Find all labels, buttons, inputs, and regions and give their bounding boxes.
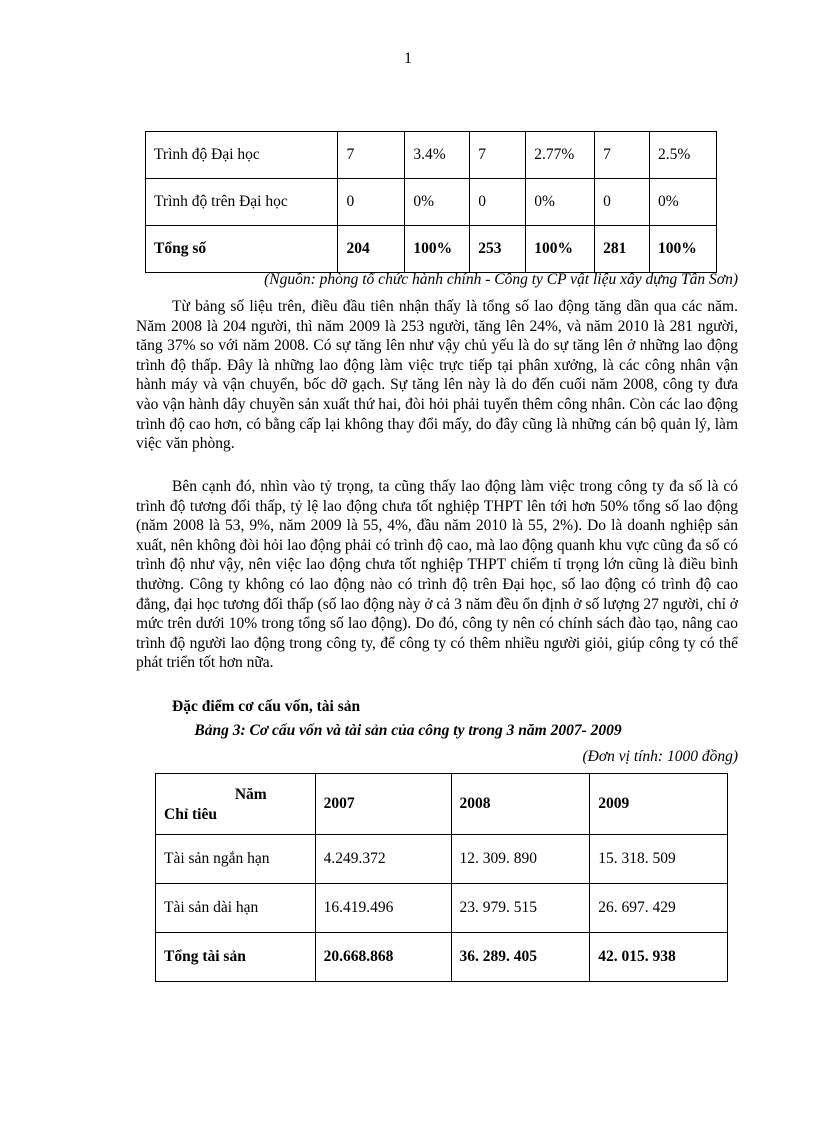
table-cell: 23. 979. 515 (451, 884, 590, 933)
table-row (156, 884, 728, 933)
table-row (156, 835, 728, 884)
corner-label-year: Năm (234, 786, 267, 803)
table-cell: 3.4% (405, 132, 470, 179)
table-cell: 26. 697. 429 (590, 884, 728, 933)
page-number: 1 (404, 50, 412, 67)
table-cell: 42. 015. 938 (590, 933, 728, 982)
unit-note: (Đơn vị tính: 1000 đồng) (582, 748, 738, 765)
table-cell: 16.419.496 (315, 884, 451, 933)
column-header: 2007 (315, 774, 451, 835)
capital-assets-table (155, 773, 728, 982)
table-cell: 12. 309. 890 (451, 835, 590, 884)
table-cell: 2.77% (526, 132, 595, 179)
table-row (146, 132, 717, 179)
table-cell: 0 (595, 179, 650, 226)
table-cell: Tài sản ngắn hạn (156, 835, 316, 884)
table-cell: Trình độ trên Đại học (146, 179, 338, 226)
labor-qualification-table (145, 131, 717, 273)
paragraph (136, 477, 738, 673)
table-cell: 100% (405, 226, 470, 273)
section-heading: Đặc điểm cơ cấu vốn, tài sản (172, 698, 361, 715)
table-cell: 4.249.372 (315, 835, 451, 884)
table-cell: 204 (338, 226, 405, 273)
table-cell: 0% (405, 179, 470, 226)
table-cell: 7 (470, 132, 526, 179)
table-total-row (146, 226, 717, 273)
table-cell: 0% (526, 179, 595, 226)
table-cell: Tài sản dài hạn (156, 884, 316, 933)
source-note: (Nguồn: phòng tổ chức hành chính - Công ty CP vật liệu xây dựng Tân Sơn) (264, 271, 738, 288)
table-header-row (156, 774, 728, 835)
table-cell: 2.5% (650, 132, 717, 179)
table-total-row (156, 933, 728, 982)
table-cell: 281 (595, 226, 650, 273)
table-title: Bảng 3: Cơ cấu vốn và tài sản của công ty trong 3 năm 2007- 2009 (194, 722, 622, 739)
table-cell: 100% (650, 226, 717, 273)
table-cell: 0% (650, 179, 717, 226)
table-cell: 253 (470, 226, 526, 273)
paragraph-text: Từ bảng số liệu trên, điều đầu tiên nhận thấy là tổng số lao động tăng dần qua các năm. Năm 2008 là 204 người, thì năm 2009 là 253 người, tăng lên 24%, và năm 2010 là 281 người, tăng 37% so với năm 2008. Có sự tăng lên như vậy chủ yếu là do sự tăng lên ở những lao động trình độ thấp. Đây là những lao động làm việc trực tiếp tại phân xưởng, là các công nhân vận hành máy và vận chuyển, bốc dỡ gạch. Sự tăng lên này là do đến cuối năm 2008, công ty đưa vào vận hành dây chuyền sản xuất thứ hai, đòi hỏi phải tuyển thêm công nhân. Còn các lao động trình độ cao hơn, có bằng cấp lại không thay đổi mấy, do đây cũng là những cán bộ quản lý, làm việc văn phòng. (136, 298, 738, 453)
table-corner-cell (156, 774, 316, 835)
table-cell: 0 (470, 179, 526, 226)
table-cell: 36. 289. 405 (451, 933, 590, 982)
table-cell: Tổng tài sản (156, 933, 316, 982)
table-cell: 7 (595, 132, 650, 179)
table-cell: Tổng số (146, 226, 338, 273)
column-header: 2009 (590, 774, 728, 835)
paragraph (136, 297, 738, 454)
table-cell: 0 (338, 179, 405, 226)
table-cell: 15. 318. 509 (590, 835, 728, 884)
table-cell: 7 (338, 132, 405, 179)
table-cell: Trình độ Đại học (146, 132, 338, 179)
table-row (146, 179, 717, 226)
column-header: 2008 (451, 774, 590, 835)
table-cell: 20.668.868 (315, 933, 451, 982)
paragraph-text: Bên cạnh đó, nhìn vào tỷ trọng, ta cũng thấy lao động làm việc trong công ty đa số là có trình độ tương đối thấp, tỷ lệ lao động chưa tốt nghiệp THPT lên tới hơn 50% tổng số lao động (năm 2008 là 53, 9%, năm 2009 là 55, 4%, đầu năm 2010 là 55, 2%). Do là doanh nghiệp sản xuất, nên không đòi hỏi lao động phải có trình độ cao, mà lao động quanh khu vực cũng đa số có trình độ như vậy, nên việc lao động chưa tốt nghiệp THPT chiếm tỉ trọng lớn cũng là điều bình thường. Công ty không có lao động nào có trình độ trên Đại học, số lao động có trình độ cao đẳng, đại học tương đối thấp (số lao động này ở cả 3 năm đều ổn định ở số lượng 27 người, chỉ ở mức trên dưới 10% trong tổng số lao động). Do đó, công ty nên có chính sách đào tạo, nâng cao trình độ người lao động trong công ty, để công ty có thêm nhiều người giỏi, giúp công ty có thể phát triển tốt hơn nữa. (136, 478, 738, 672)
table-cell: 100% (526, 226, 595, 273)
corner-label-indicator: Chỉ tiêu (164, 806, 217, 823)
